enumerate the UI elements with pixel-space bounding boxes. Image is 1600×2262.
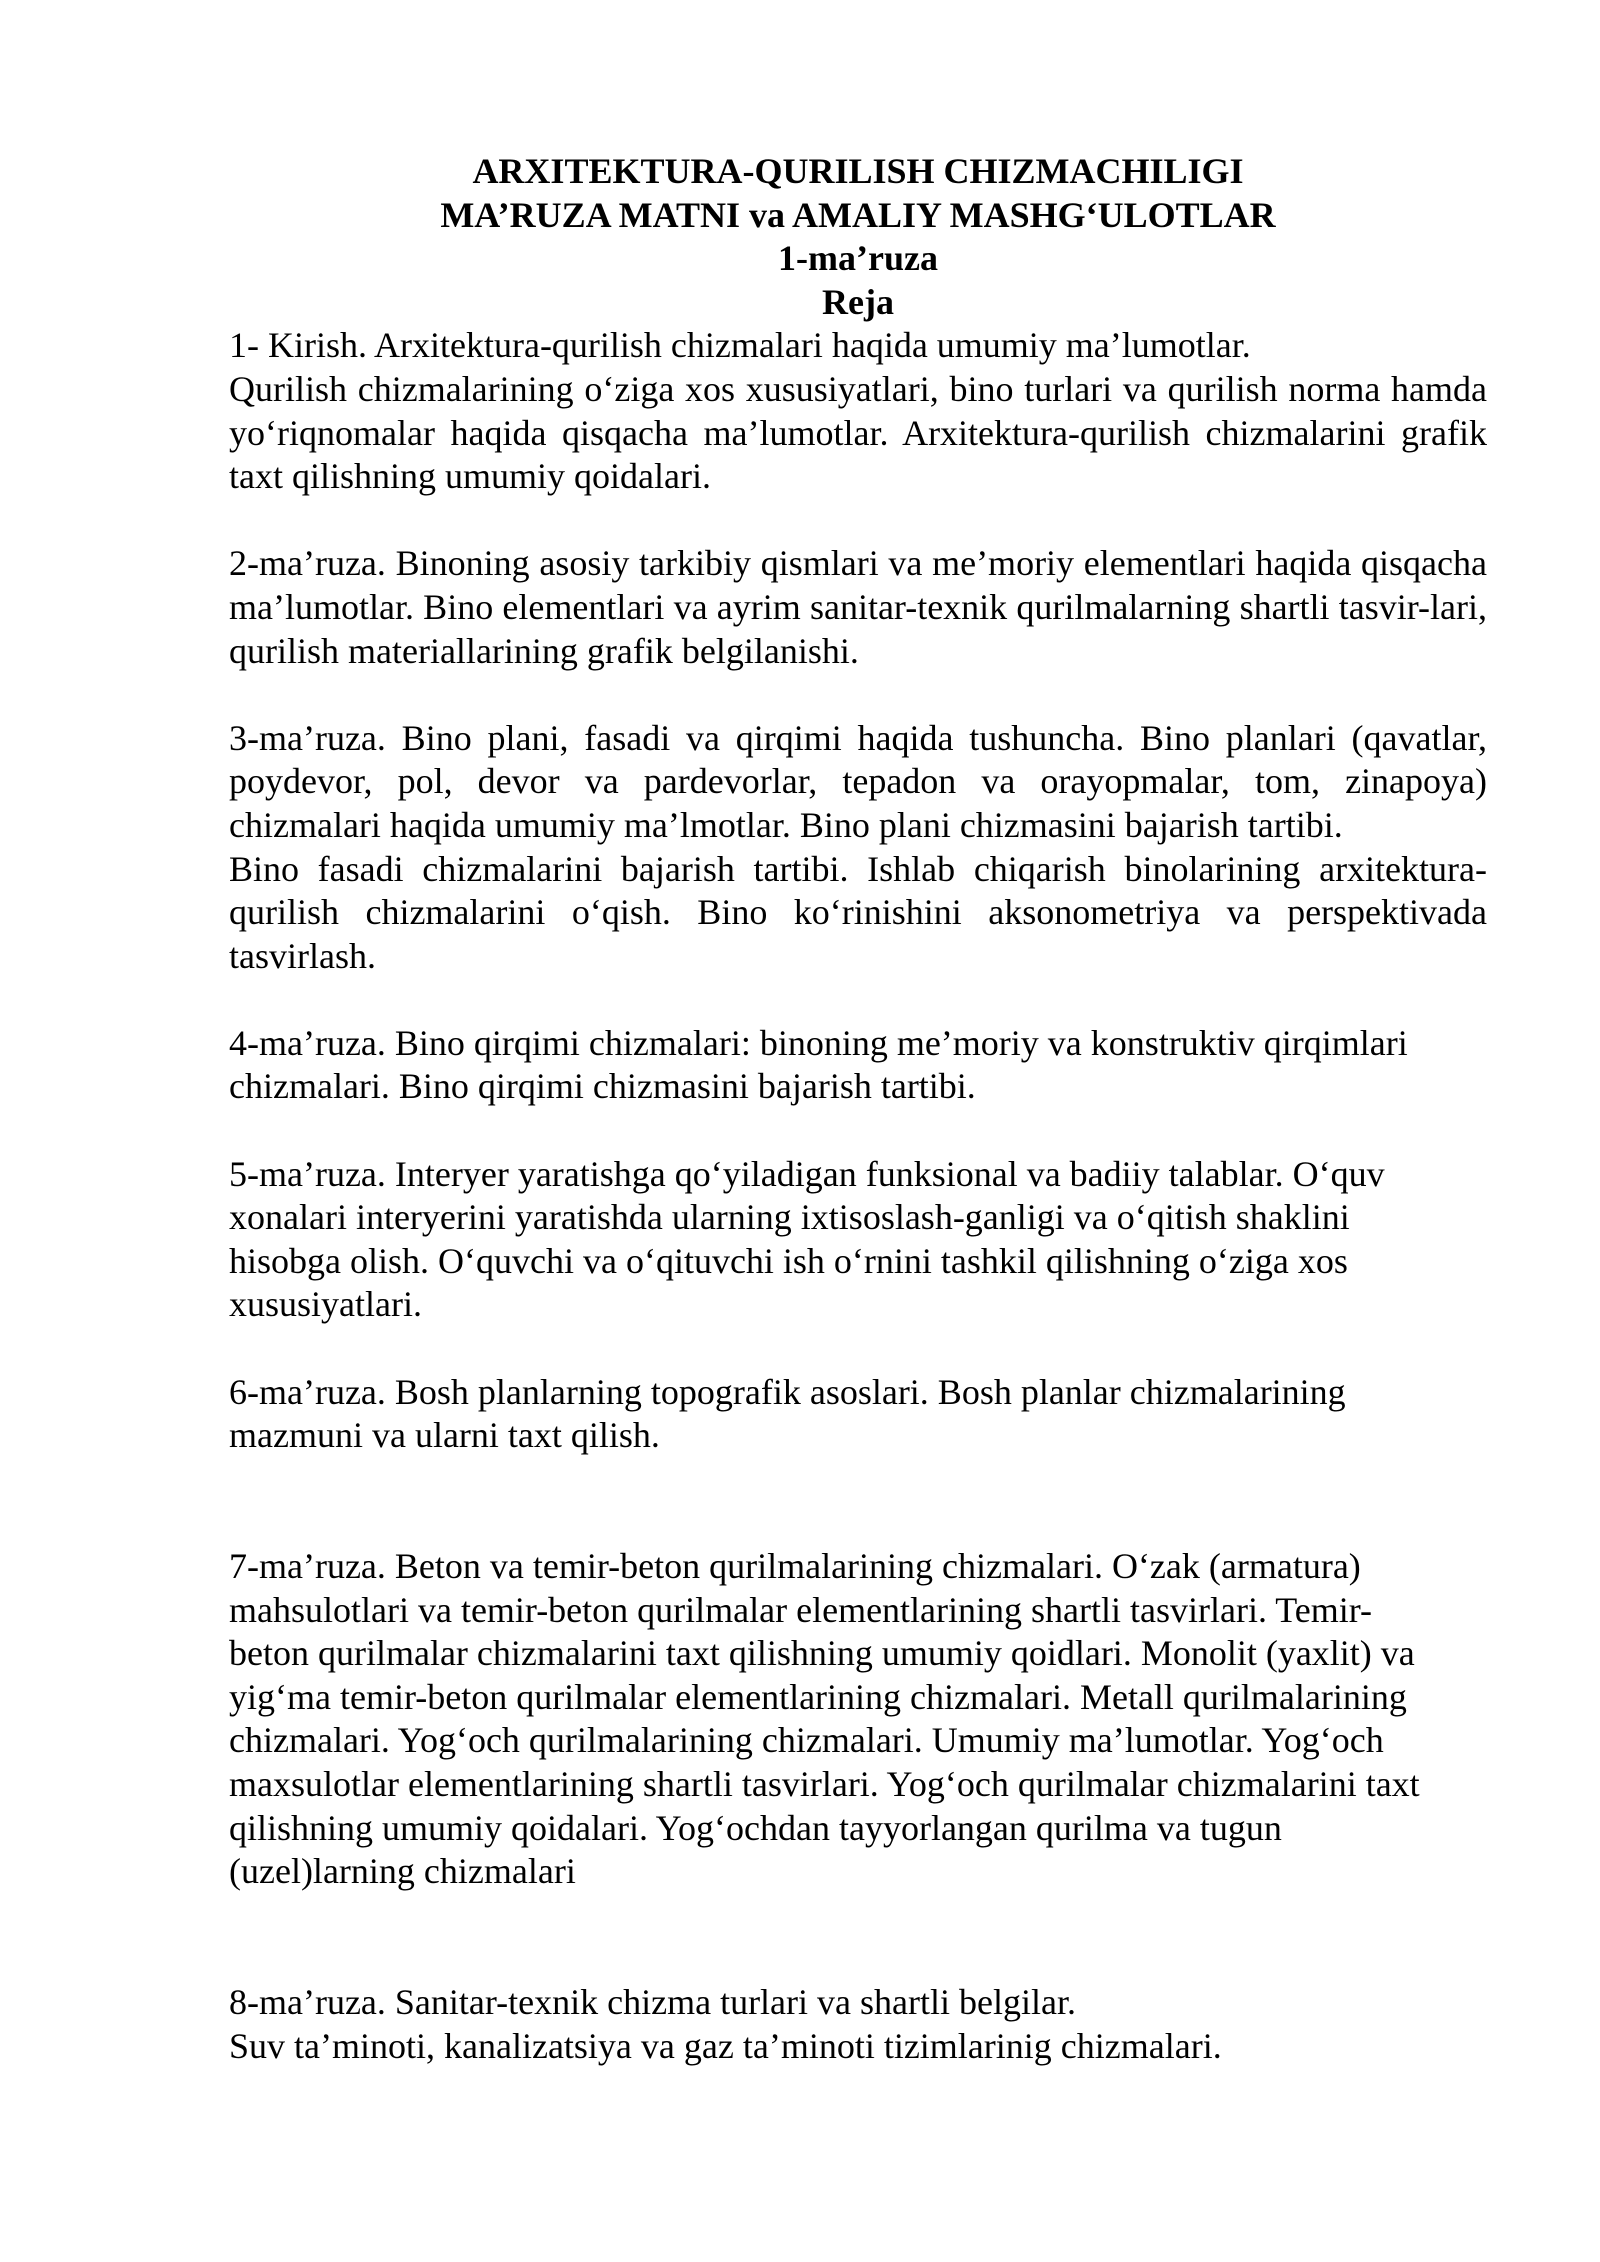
paragraph-gap bbox=[229, 1894, 1487, 1981]
section-7-line: mahsulotlari va temir-beton qurilmalar elementlarining shartli tasvirlari. Temir- bbox=[229, 1589, 1373, 1630]
section-7 bbox=[229, 1545, 1487, 1894]
section-1-text: Qurilish chizmalarining o‘ziga xos xususiyatlari, bino turlari va qurilish norma hamda yo‘riqnomalar haqida qisqacha ma’lumotlar. Arxitektura-qurilish chizmalarini grafik taxt qilishning umumiy qoidalari. bbox=[229, 368, 1487, 497]
section-7-line: yig‘ma temir-beton qurilmalar elementlarining chizmalari. Metall qurilmalarining bbox=[229, 1676, 1407, 1717]
section-6-line: 6-ma’ruza. Bosh planlarning topografik asoslari. Bosh planlar chizmalarining bbox=[229, 1371, 1346, 1412]
section-6-line: mazmuni va ularni taxt qilish. bbox=[229, 1415, 660, 1456]
section-7-line: beton qurilmalar chizmalarini taxt qilishning umumiy qoidlari. Monolit (yaxlit) va bbox=[229, 1633, 1415, 1674]
section-5 bbox=[229, 1153, 1487, 1327]
heading-subtitle: MA’RUZA MATNI va AMALIY MASHG‘ULOTLAR bbox=[440, 194, 1276, 235]
paragraph-gap bbox=[229, 1327, 1487, 1371]
section-3-text: 3-ma’ruza. Bino plani, fasadi va qirqimi haqida tushuncha. Bino planlari (qavatlar, poydevor, pol, devor va pardevorlar, tepadon va orayopmalar, tom, zinapoya) chizmalari haqida umumiy ma’lmotlar. Bino plani chizmasini bajarish tartibi. bbox=[229, 717, 1487, 845]
section-1-line: 1- Kirish. Arxitektura-qurilish chizmalari haqida umumiy ma’lumotlar. bbox=[229, 325, 1251, 366]
section-8-line: Suv ta’minoti, kanalizatsiya va gaz ta’minoti tizimlarinig chizmalari. bbox=[229, 2025, 1222, 2066]
section-7-line: chizmalari. Yog‘och qurilmalarining chizmalari. Umumiy ma’lumotlar. Yog‘och bbox=[229, 1720, 1384, 1761]
paragraph-gap bbox=[229, 1458, 1487, 1545]
section-1 bbox=[229, 324, 1487, 368]
section-5-line: xususiyatlari. bbox=[229, 1284, 422, 1325]
section-4-line: 4-ma’ruza. Bino qirqimi chizmalari: binoning me’moriy va konstruktiv qirqimlari bbox=[229, 1022, 1408, 1063]
heading-title: ARXITEKTURA-QURILISH CHIZMACHILIGI bbox=[472, 151, 1244, 191]
document-heading bbox=[229, 150, 1487, 324]
paragraph-gap bbox=[229, 1109, 1487, 1153]
paragraph-gap bbox=[229, 673, 1487, 717]
paragraph-gap bbox=[229, 499, 1487, 543]
section-7-line: qilishning umumiy qoidalari. Yog‘ochdan tayyorlangan qurilma va tugun bbox=[229, 1807, 1282, 1848]
section-2-text: 2-ma’ruza. Binoning asosiy tarkibiy qismlari va me’moriy elementlari haqida qisqacha ma’lumotlar. Bino elementlari va ayrim sanitar-texnik qurilmalarning shartli tasvir-lari, qurilish materiallarining grafik belgilanishi. bbox=[229, 543, 1487, 671]
section-4 bbox=[229, 1022, 1487, 1109]
section-8-line: 8-ma’ruza. Sanitar-texnik chizma turlari va shartli belgilar. bbox=[229, 1981, 1076, 2022]
paragraph-gap bbox=[229, 978, 1487, 1022]
section-5-line: hisobga olish. O‘quvchi va o‘qituvchi ish o‘rnini tashkil qilishning o‘ziga xos bbox=[229, 1240, 1348, 1281]
heading-plan: Reja bbox=[822, 281, 894, 322]
section-5-line: xonalari interyerini yaratishda ularning ixtisoslash-ganligi va o‘qitish shaklini bbox=[229, 1197, 1350, 1238]
section-7-line: 7-ma’ruza. Beton va temir-beton qurilmalarining chizmalari. O‘zak (armatura) bbox=[229, 1546, 1361, 1586]
section-4-line: chizmalari. Bino qirqimi chizmasini bajarish tartibi. bbox=[229, 1066, 976, 1107]
section-7-line: (uzel)larning chizmalari bbox=[229, 1851, 576, 1892]
section-6 bbox=[229, 1371, 1487, 1458]
section-7-line: maxsulotlar elementlarining shartli tasvirlari. Yog‘och qurilmalar chizmalarini taxt bbox=[229, 1763, 1420, 1804]
heading-lecture-number: 1-ma’ruza bbox=[778, 238, 938, 279]
section-5-line: 5-ma’ruza. Interyer yaratishga qo‘yiladigan funksional va badiiy talablar. O‘quv bbox=[229, 1153, 1385, 1194]
document-body bbox=[229, 150, 1487, 2068]
section-8 bbox=[229, 1981, 1487, 2068]
section-3-text-continued: Bino fasadi chizmalarini bajarish tartibi. Ishlab chiqarish binolarining arxitektura-qurilish chizmalarini o‘qish. Bino ko‘rinishini aksonometriya va perspektivada tasvirlash. bbox=[229, 848, 1487, 976]
